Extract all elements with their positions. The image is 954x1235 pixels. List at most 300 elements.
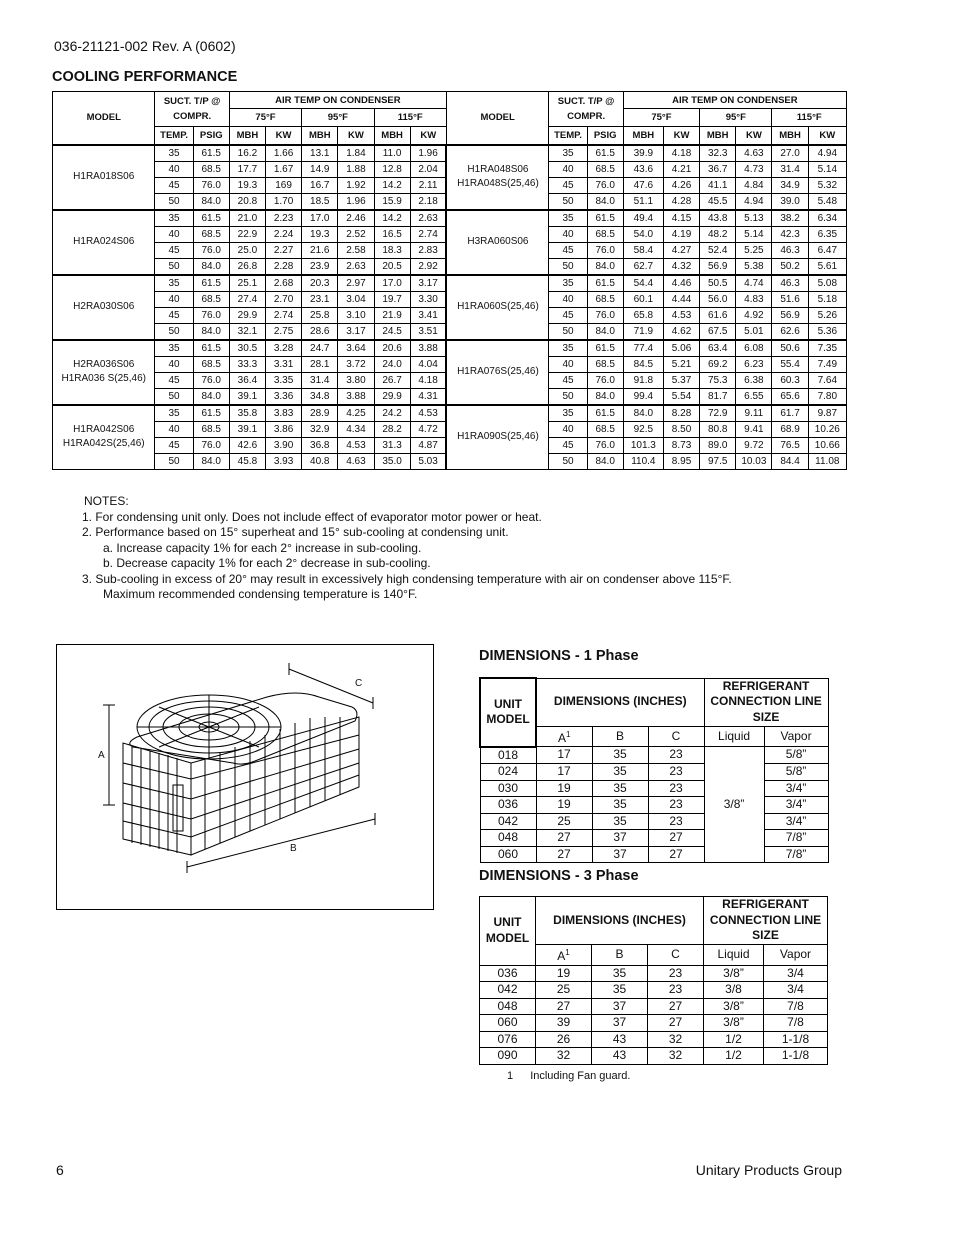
value-cell: 5.14 xyxy=(808,161,846,177)
value-cell: 7/8 xyxy=(764,1015,828,1032)
value-cell: 37 xyxy=(592,998,648,1015)
vapor-size-cell: 3/4” xyxy=(764,797,828,814)
header-c: C xyxy=(648,945,704,966)
table-row xyxy=(480,1015,828,1032)
table-row xyxy=(53,145,847,162)
value-cell: 28.1 xyxy=(302,356,338,372)
value-cell: 39.0 xyxy=(772,193,808,210)
value-cell: 35 xyxy=(592,747,648,764)
value-cell: 4.19 xyxy=(663,226,699,242)
value-cell: 5.38 xyxy=(736,258,772,275)
value-cell: 1-1/8 xyxy=(764,1031,828,1048)
value-cell: 3.88 xyxy=(338,388,374,405)
value-cell: 1.88 xyxy=(338,161,374,177)
value-cell: 76.0 xyxy=(193,307,229,323)
header-mbh: MBH xyxy=(374,127,410,145)
header-refrigerant: REFRIGERANT CONNECTION LINE SIZE xyxy=(704,678,828,726)
value-cell: 76.0 xyxy=(193,177,229,193)
value-cell: 40 xyxy=(549,421,587,437)
value-cell: 35 xyxy=(592,982,648,999)
value-cell: 32 xyxy=(536,1048,592,1065)
value-cell: 25.0 xyxy=(229,242,265,258)
value-cell: 35 xyxy=(549,210,587,227)
header-model: MODEL xyxy=(53,92,155,145)
value-cell: 60.1 xyxy=(623,291,663,307)
page-number: 6 xyxy=(56,1162,64,1178)
value-cell: 32 xyxy=(648,1048,704,1065)
value-cell: 3.93 xyxy=(266,453,302,469)
value-cell: 3.83 xyxy=(266,405,302,422)
dimension-label-c: C xyxy=(355,678,363,689)
table-row xyxy=(480,982,828,999)
value-cell: 036 xyxy=(480,797,536,814)
header-dimensions: DIMENSIONS (INCHES) xyxy=(536,897,704,945)
header-kw: KW xyxy=(663,127,699,145)
value-cell: 56.0 xyxy=(700,291,736,307)
table-row xyxy=(53,210,847,227)
value-cell: 43 xyxy=(592,1048,648,1065)
note-2b: b. Decrease capacity 1% for each 2° decrease in sub-cooling. xyxy=(103,556,431,570)
value-cell: 40 xyxy=(549,226,587,242)
value-cell: 4.27 xyxy=(663,242,699,258)
value-cell: 84.0 xyxy=(587,323,623,340)
value-cell: 49.4 xyxy=(623,210,663,227)
value-cell: 32.1 xyxy=(229,323,265,340)
value-cell: 63.4 xyxy=(700,340,736,357)
value-cell: 84.0 xyxy=(193,388,229,405)
value-cell: 2.24 xyxy=(266,226,302,242)
value-cell: 20.5 xyxy=(374,258,410,275)
table-row xyxy=(53,275,847,292)
value-cell: 4.28 xyxy=(663,193,699,210)
header-suct: SUCT. T/P @ COMPR. xyxy=(549,92,623,127)
value-cell: 61.5 xyxy=(193,340,229,357)
value-cell: 17.7 xyxy=(229,161,265,177)
value-cell: 40.8 xyxy=(302,453,338,469)
value-cell: 52.4 xyxy=(700,242,736,258)
value-cell: 3.41 xyxy=(410,307,446,323)
value-cell: 2.68 xyxy=(266,275,302,292)
header-mbh: MBH xyxy=(623,127,663,145)
note-2: 2. Performance based on 15° superheat and 15° sub-cooling at condensing unit. xyxy=(82,525,509,539)
value-cell: 36.4 xyxy=(229,372,265,388)
model-cell: H1RA018S06 xyxy=(53,145,155,210)
value-cell: 35.8 xyxy=(229,405,265,422)
value-cell: 16.2 xyxy=(229,145,265,162)
value-cell: 84.0 xyxy=(587,193,623,210)
value-cell: 24.7 xyxy=(302,340,338,357)
value-cell: 68.5 xyxy=(193,421,229,437)
value-cell: 27 xyxy=(648,846,704,863)
header-psig: PSIG xyxy=(193,127,229,145)
value-cell: 2.63 xyxy=(410,210,446,227)
value-cell: 048 xyxy=(480,830,536,847)
value-cell: 35 xyxy=(592,780,648,797)
value-cell: 61.5 xyxy=(587,275,623,292)
value-cell: 19.3 xyxy=(302,226,338,242)
section-title: COOLING PERFORMANCE xyxy=(52,69,238,85)
value-cell: 35 xyxy=(549,405,587,422)
value-cell: 1.70 xyxy=(266,193,302,210)
table-row xyxy=(480,813,828,830)
value-cell: 3.17 xyxy=(410,275,446,292)
header-unit-model: UNIT MODEL xyxy=(480,678,536,747)
value-cell: 84.4 xyxy=(772,453,808,469)
header-95f: 95°F xyxy=(302,109,374,127)
value-cell: 018 xyxy=(480,747,536,764)
value-cell: 2.58 xyxy=(338,242,374,258)
value-cell: 27 xyxy=(648,830,704,847)
value-cell: 5.08 xyxy=(808,275,846,292)
cooling-performance-table xyxy=(52,91,847,470)
value-cell: 40 xyxy=(155,161,193,177)
value-cell: 4.34 xyxy=(338,421,374,437)
value-cell: 35 xyxy=(155,340,193,357)
value-cell: 1.66 xyxy=(266,145,302,162)
value-cell: 50 xyxy=(549,258,587,275)
value-cell: 1.92 xyxy=(338,177,374,193)
header-95f: 95°F xyxy=(700,109,772,127)
value-cell: 50.2 xyxy=(772,258,808,275)
header-temp: TEMP. xyxy=(549,127,587,145)
table-row xyxy=(480,764,828,781)
value-cell: 84.0 xyxy=(193,258,229,275)
value-cell: 84.0 xyxy=(193,193,229,210)
value-cell: 2.97 xyxy=(338,275,374,292)
value-cell: 61.5 xyxy=(587,145,623,162)
value-cell: 1.96 xyxy=(410,145,446,162)
header-b: B xyxy=(592,726,648,747)
value-cell: 2.74 xyxy=(266,307,302,323)
value-cell: 169 xyxy=(266,177,302,193)
condensing-unit-illustration xyxy=(57,645,433,909)
table-row xyxy=(480,780,828,797)
value-cell: 28.2 xyxy=(374,421,410,437)
value-cell: 4.72 xyxy=(410,421,446,437)
value-cell: 23.9 xyxy=(302,258,338,275)
value-cell: 4.32 xyxy=(663,258,699,275)
value-cell: 68.5 xyxy=(587,421,623,437)
value-cell: 36.8 xyxy=(302,437,338,453)
value-cell: 76.0 xyxy=(193,437,229,453)
value-cell: 39.1 xyxy=(229,388,265,405)
value-cell: 60.3 xyxy=(772,372,808,388)
value-cell: 34.8 xyxy=(302,388,338,405)
header-mbh: MBH xyxy=(302,127,338,145)
value-cell: 2.11 xyxy=(410,177,446,193)
value-cell: 4.62 xyxy=(663,323,699,340)
value-cell: 13.1 xyxy=(302,145,338,162)
vapor-size-cell: 7/8” xyxy=(764,830,828,847)
value-cell: 4.53 xyxy=(410,405,446,422)
value-cell: 28.6 xyxy=(302,323,338,340)
value-cell: 97.5 xyxy=(700,453,736,469)
value-cell: 2.04 xyxy=(410,161,446,177)
value-cell: 62.6 xyxy=(772,323,808,340)
value-cell: 45 xyxy=(155,307,193,323)
value-cell: 5.26 xyxy=(808,307,846,323)
document-number: 036-21121-002 Rev. A (0602) xyxy=(54,38,236,54)
value-cell: 37 xyxy=(592,1015,648,1032)
value-cell: 35 xyxy=(155,405,193,422)
header-air-temp: AIR TEMP ON CONDENSER xyxy=(623,92,846,109)
value-cell: 35 xyxy=(549,275,587,292)
value-cell: 75.3 xyxy=(700,372,736,388)
value-cell: 5.18 xyxy=(808,291,846,307)
value-cell: 4.31 xyxy=(410,388,446,405)
value-cell: 42.3 xyxy=(772,226,808,242)
value-cell: 2.28 xyxy=(266,258,302,275)
value-cell: 45 xyxy=(155,372,193,388)
value-cell: 31.4 xyxy=(302,372,338,388)
value-cell: 1-1/8 xyxy=(764,1048,828,1065)
value-cell: 61.7 xyxy=(772,405,808,422)
value-cell: 35 xyxy=(155,275,193,292)
value-cell: 2.27 xyxy=(266,242,302,258)
value-cell: 10.26 xyxy=(808,421,846,437)
value-cell: 4.94 xyxy=(736,193,772,210)
value-cell: 27 xyxy=(536,846,592,863)
value-cell: 4.53 xyxy=(338,437,374,453)
value-cell: 7.80 xyxy=(808,388,846,405)
value-cell: 4.73 xyxy=(736,161,772,177)
value-cell: 31.3 xyxy=(374,437,410,453)
value-cell: 2.18 xyxy=(410,193,446,210)
model-cell: H1RA048S06 H1RA048S(25,46) xyxy=(446,145,548,210)
value-cell: 23.1 xyxy=(302,291,338,307)
value-cell: 24.0 xyxy=(374,356,410,372)
value-cell: 68.9 xyxy=(772,421,808,437)
value-cell: 51.6 xyxy=(772,291,808,307)
note-3b: Maximum recommended condensing temperature is 140°F. xyxy=(103,587,418,601)
value-cell: 77.4 xyxy=(623,340,663,357)
value-cell: 16.5 xyxy=(374,226,410,242)
header-c: C xyxy=(648,726,704,747)
value-cell: 80.8 xyxy=(700,421,736,437)
value-cell: 4.15 xyxy=(663,210,699,227)
value-cell: 54.4 xyxy=(623,275,663,292)
header-dimensions: DIMENSIONS (INCHES) xyxy=(536,678,704,726)
value-cell: 3.36 xyxy=(266,388,302,405)
value-cell: 65.8 xyxy=(623,307,663,323)
value-cell: 3.17 xyxy=(338,323,374,340)
value-cell: 50 xyxy=(549,388,587,405)
header-a: $A^1$ xyxy=(536,726,592,747)
value-cell: 17.0 xyxy=(302,210,338,227)
value-cell: 5.61 xyxy=(808,258,846,275)
value-cell: 32.3 xyxy=(700,145,736,162)
value-cell: 4.46 xyxy=(663,275,699,292)
value-cell: 40 xyxy=(549,291,587,307)
value-cell: 61.5 xyxy=(193,405,229,422)
value-cell: 4.87 xyxy=(410,437,446,453)
header-psig: PSIG xyxy=(587,127,623,145)
table-row xyxy=(53,405,847,422)
value-cell: 6.35 xyxy=(808,226,846,242)
value-cell: 41.1 xyxy=(700,177,736,193)
value-cell: 8.73 xyxy=(663,437,699,453)
note-2a: a. Increase capacity 1% for each 2° increase in sub-cooling. xyxy=(103,540,422,555)
value-cell: 45 xyxy=(549,437,587,453)
value-cell: 8.28 xyxy=(663,405,699,422)
value-cell: 61.5 xyxy=(193,275,229,292)
value-cell: 65.6 xyxy=(772,388,808,405)
value-cell: 3.35 xyxy=(266,372,302,388)
value-cell: 4.18 xyxy=(410,372,446,388)
value-cell: 35.0 xyxy=(374,453,410,469)
value-cell: 22.9 xyxy=(229,226,265,242)
value-cell: 45 xyxy=(549,372,587,388)
value-cell: 3/8” xyxy=(704,998,764,1015)
value-cell: 40 xyxy=(155,226,193,242)
value-cell: 23 xyxy=(648,965,704,982)
value-cell: 5.25 xyxy=(736,242,772,258)
value-cell: 110.4 xyxy=(623,453,663,469)
value-cell: 3.51 xyxy=(410,323,446,340)
value-cell: 7/8 xyxy=(764,998,828,1015)
model-cell: H1RA060S(25,46) xyxy=(446,275,548,340)
value-cell: 4.21 xyxy=(663,161,699,177)
value-cell: 40 xyxy=(549,161,587,177)
dimension-label-b: B xyxy=(290,843,297,854)
unit-dimension-figure xyxy=(56,644,434,910)
value-cell: 3.86 xyxy=(266,421,302,437)
value-cell: 18.3 xyxy=(374,242,410,258)
header-liquid: Liquid xyxy=(704,726,764,747)
value-cell: 84.0 xyxy=(623,405,663,422)
header-kw: KW xyxy=(266,127,302,145)
value-cell: 37 xyxy=(592,830,648,847)
value-cell: 47.6 xyxy=(623,177,663,193)
value-cell: 5.01 xyxy=(736,323,772,340)
value-cell: 51.1 xyxy=(623,193,663,210)
value-cell: 35 xyxy=(592,764,648,781)
note-1: 1. For condensing unit only. Does not include effect of evaporator motor power or heat. xyxy=(82,509,542,524)
value-cell: 42.6 xyxy=(229,437,265,453)
value-cell: 7.64 xyxy=(808,372,846,388)
value-cell: 090 xyxy=(480,1048,536,1065)
value-cell: 4.83 xyxy=(736,291,772,307)
value-cell: 43 xyxy=(592,1031,648,1048)
value-cell: 14.2 xyxy=(374,177,410,193)
value-cell: 46.3 xyxy=(772,242,808,258)
vapor-size-cell: 3/4” xyxy=(764,780,828,797)
value-cell: 5.14 xyxy=(736,226,772,242)
notes xyxy=(84,494,732,603)
value-cell: 61.5 xyxy=(587,340,623,357)
header-b: B xyxy=(592,945,648,966)
value-cell: 29.9 xyxy=(229,307,265,323)
value-cell: 33.3 xyxy=(229,356,265,372)
value-cell: 84.5 xyxy=(623,356,663,372)
value-cell: 4.94 xyxy=(808,145,846,162)
value-cell: 4.04 xyxy=(410,356,446,372)
header-temp: TEMP. xyxy=(155,127,193,145)
value-cell: 34.9 xyxy=(772,177,808,193)
value-cell: 076 xyxy=(480,1031,536,1048)
value-cell: 19 xyxy=(536,780,592,797)
value-cell: 3/8 xyxy=(704,982,764,999)
model-cell: H1RA090S(25,46) xyxy=(446,405,548,470)
value-cell: 45 xyxy=(549,307,587,323)
value-cell: 43.8 xyxy=(700,210,736,227)
value-cell: 50 xyxy=(155,323,193,340)
value-cell: 17 xyxy=(536,747,592,764)
value-cell: 50 xyxy=(155,453,193,469)
value-cell: 89.0 xyxy=(700,437,736,453)
value-cell: 3.30 xyxy=(410,291,446,307)
value-cell: 48.2 xyxy=(700,226,736,242)
value-cell: 84.0 xyxy=(193,453,229,469)
value-cell: 39.9 xyxy=(623,145,663,162)
vapor-size-cell: 3/4” xyxy=(764,813,828,830)
value-cell: 27 xyxy=(536,830,592,847)
value-cell: 29.9 xyxy=(374,388,410,405)
value-cell: 4.53 xyxy=(663,307,699,323)
footnote-number: 1 xyxy=(507,1070,514,1082)
value-cell: 21.0 xyxy=(229,210,265,227)
value-cell: 3/4 xyxy=(764,965,828,982)
value-cell: 042 xyxy=(480,982,536,999)
value-cell: 68.5 xyxy=(193,356,229,372)
value-cell: 1.67 xyxy=(266,161,302,177)
value-cell: 036 xyxy=(480,965,536,982)
value-cell: 26 xyxy=(536,1031,592,1048)
header-kw: KW xyxy=(410,127,446,145)
value-cell: 69.2 xyxy=(700,356,736,372)
value-cell: 23 xyxy=(648,813,704,830)
value-cell: 84.0 xyxy=(587,258,623,275)
model-cell: H2RA036S06 H1RA036 S(25,46) xyxy=(53,340,155,405)
value-cell: 23 xyxy=(648,780,704,797)
value-cell: 3.31 xyxy=(266,356,302,372)
value-cell: 68.5 xyxy=(193,226,229,242)
value-cell: 45.5 xyxy=(700,193,736,210)
value-cell: 2.52 xyxy=(338,226,374,242)
value-cell: 54.0 xyxy=(623,226,663,242)
header-refrigerant: REFRIGERANT CONNECTION LINE SIZE xyxy=(704,897,828,945)
value-cell: 1.84 xyxy=(338,145,374,162)
model-cell: H3RA060S06 xyxy=(446,210,548,275)
header-75f: 75°F xyxy=(229,109,301,127)
value-cell: 6.34 xyxy=(808,210,846,227)
header-a: $A^1$ xyxy=(536,945,592,966)
value-cell: 23 xyxy=(648,747,704,764)
table-row xyxy=(480,1048,828,1065)
header-mbh: MBH xyxy=(229,127,265,145)
value-cell: 76.0 xyxy=(587,242,623,258)
value-cell: 56.9 xyxy=(700,258,736,275)
model-cell: H1RA024S06 xyxy=(53,210,155,275)
value-cell: 11.08 xyxy=(808,453,846,469)
value-cell: 2.83 xyxy=(410,242,446,258)
value-cell: 71.9 xyxy=(623,323,663,340)
value-cell: 91.8 xyxy=(623,372,663,388)
value-cell: 30.5 xyxy=(229,340,265,357)
value-cell: 25 xyxy=(536,982,592,999)
value-cell: 21.6 xyxy=(302,242,338,258)
value-cell: 68.5 xyxy=(587,291,623,307)
value-cell: 76.0 xyxy=(587,437,623,453)
value-cell: 61.5 xyxy=(193,210,229,227)
value-cell: 46.3 xyxy=(772,275,808,292)
value-cell: 25.8 xyxy=(302,307,338,323)
value-cell: 50 xyxy=(549,193,587,210)
value-cell: 31.4 xyxy=(772,161,808,177)
value-cell: 50.6 xyxy=(772,340,808,357)
value-cell: 2.46 xyxy=(338,210,374,227)
value-cell: 3.72 xyxy=(338,356,374,372)
